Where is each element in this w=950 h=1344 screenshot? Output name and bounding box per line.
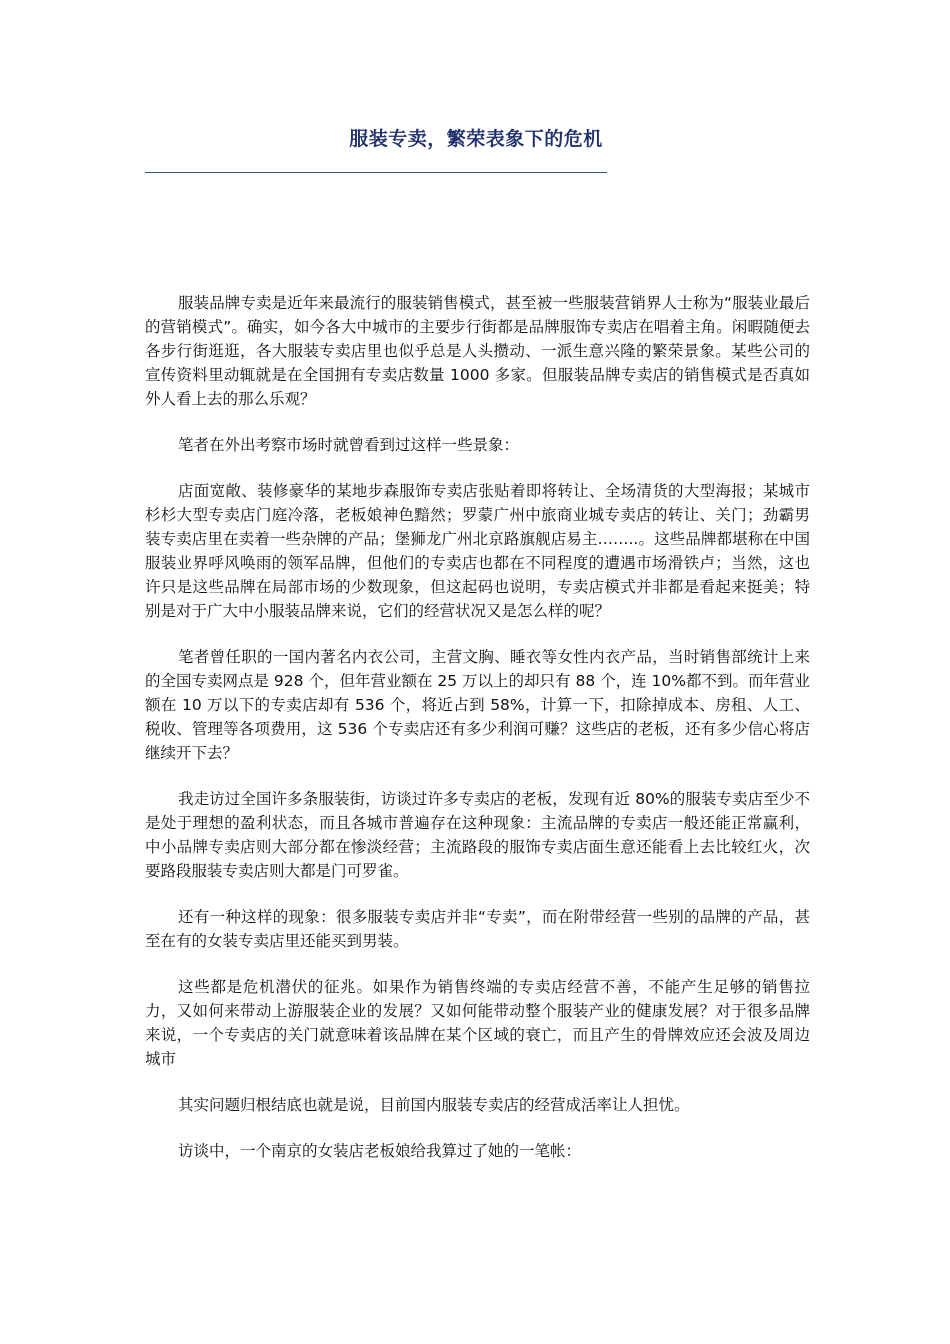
paragraph: 我走访过全国许多条服装街，访谈过许多专卖店的老板，发现有近 80%的服装专卖店至少不是处于理想的盈利状态，而且各城市普遍存在这种现象：主流品牌的专卖店一般还能正常赢利，中小品牌专卖店则大部分都在惨淡经营；主流路段的服饰专卖店面生意还能看上去比较红火，次要路段服装专卖店则大都是门可罗雀。 (145, 790, 810, 880)
paragraph: 笔者曾任职的一国内著名内衣公司，主营文胸、睡衣等女性内衣产品，当时销售部统计上来的全国专卖网点是 928 个，但年营业额在 25 万以上的却只有 88 个，连 10%都不到。而年营业额在 10 万以下的专卖店却有 536 个，将近占到 58%，计算一下，扣除掉成本、房租、人工、税收、管理等各项费用，这 536 个专卖店还有多少利润可赚？这些店的老板，还有多少信心将店继续开下去？ (145, 648, 810, 762)
paragraph: 访谈中，一个南京的女装店老板娘给我算过了她的一笔帐： (178, 1142, 582, 1160)
paragraph: 服装品牌专卖是近年来最流行的服装销售模式，甚至被一些服装营销界人士称为“服装业最后的营销模式”。确实，如今各大中城市的主要步行街都是品牌服饰专卖店在唱着主角。闲暇随便去各步行街逛逛，各大服装专卖店里也似乎总是人头攒动、一派生意兴隆的繁荣景象。某些公司的宣传资料里动辄就是在全国拥有专卖店数量 1000 多家。但服装品牌专卖店的销售模式是否真如外人看上去的那么乐观？ (145, 294, 810, 408)
document-body (145, 291, 810, 1185)
paragraph: 还有一种这样的现象：很多服装专卖店并非“专卖”，而在附带经营一些别的品牌的产品，甚至在有的女装专卖店里还能买到男装。 (145, 908, 810, 950)
paragraph: 店面宽敞、装修豪华的某地步森服饰专卖店张贴着即将转让、全场清货的大型海报；某城市杉杉大型专卖店门庭冷落，老板娘神色黯然；罗蒙广州中旅商业城专卖店的转让、关门；劲霸男装专卖店里在卖着一些杂牌的产品；堡狮龙广州北京路旗舰店易主……..。这些品牌都堪称在中国服装业界呼风唤雨的领军品牌，但他们的专卖店也都在不同程度的遭遇市场滑铁卢；当然，这也许只是这些品牌在局部市场的少数现象，但这起码也说明，专卖店模式并非都是看起来挺美；特别是对于广大中小服装品牌来说，它们的经营状况又是怎么样的呢？ (145, 482, 810, 620)
title-divider (145, 172, 607, 173)
paragraph: 这些都是危机潜伏的征兆。如果作为销售终端的专卖店经营不善，不能产生足够的销售拉力，又如何来带动上游服装企业的发展？又如何能带动整个服装产业的健康发展？对于很多品牌来说，一个专卖店的关门就意味着该品牌在某个区域的衰亡，而且产生的骨牌效应还会波及周边城市 (145, 978, 810, 1068)
document-title: 服装专卖，繁荣表象下的危机 (349, 128, 603, 150)
paragraph: 其实问题归根结底也就是说，目前国内服装专卖店的经营成活率让人担忧。 (178, 1096, 690, 1114)
paragraph: 笔者在外出考察市场时就曾看到过这样一些景象： (178, 436, 520, 454)
